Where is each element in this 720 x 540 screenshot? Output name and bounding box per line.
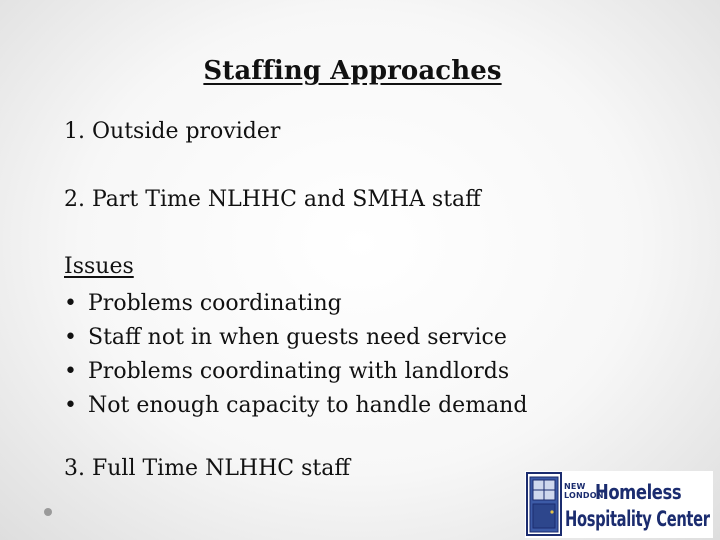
issues-heading: Issues bbox=[64, 254, 134, 279]
issues-list bbox=[64, 287, 527, 423]
bullet-icon: • bbox=[64, 393, 77, 418]
issue-item bbox=[64, 355, 527, 389]
issue-item bbox=[64, 287, 527, 321]
issue-item bbox=[64, 389, 527, 423]
issue-text: Problems coordinating with landlords bbox=[88, 359, 510, 384]
approach-item-1: 1. Outside provider bbox=[64, 119, 281, 144]
organization-logo bbox=[525, 471, 713, 538]
issue-item bbox=[64, 321, 527, 355]
issue-text: Staff not in when guests need service bbox=[88, 325, 507, 350]
slide-dot-marker bbox=[44, 508, 52, 516]
logo-london-text: LONDON bbox=[564, 491, 604, 500]
approach-item-3: 3. Full Time NLHHC staff bbox=[64, 456, 350, 481]
bullet-icon: • bbox=[64, 325, 77, 350]
bullet-icon: • bbox=[64, 291, 77, 316]
door-icon bbox=[526, 472, 562, 536]
bullet-icon: • bbox=[64, 359, 77, 384]
logo-new-text: NEW bbox=[564, 482, 586, 491]
logo-hospitality-text: Hospitality Center bbox=[565, 507, 710, 531]
slide-title: Staffing Approaches bbox=[203, 56, 502, 86]
logo-homeless-text: Homeless bbox=[595, 480, 682, 504]
approach-item-2: 2. Part Time NLHHC and SMHA staff bbox=[64, 187, 481, 212]
issue-text: Problems coordinating bbox=[88, 291, 342, 316]
issue-text: Not enough capacity to handle demand bbox=[88, 393, 528, 418]
